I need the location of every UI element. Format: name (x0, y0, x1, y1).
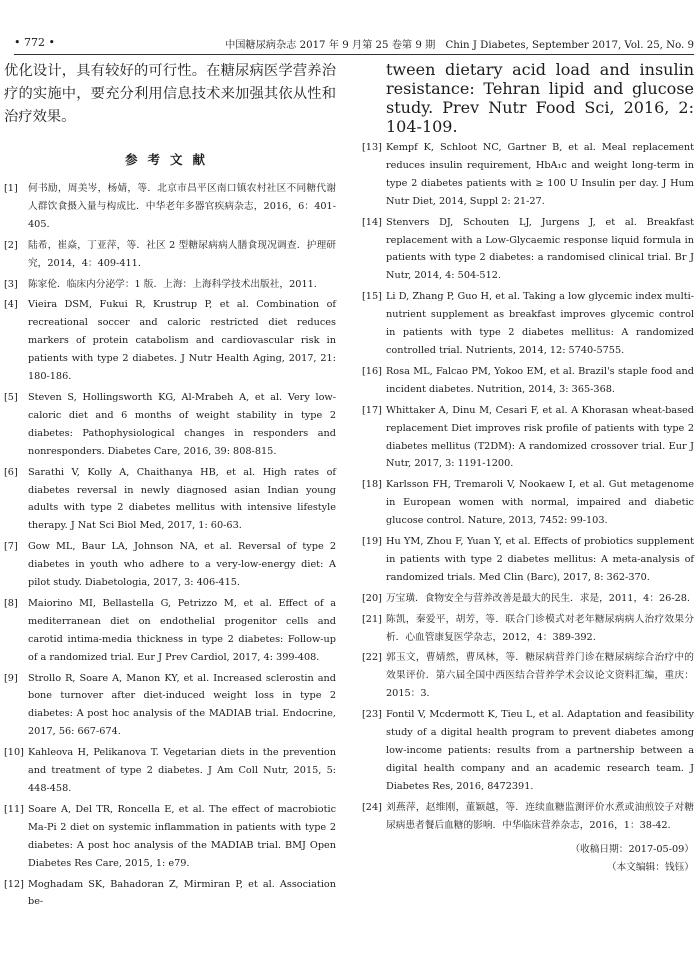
reference-item (4, 464, 336, 536)
reference-item (362, 611, 694, 647)
reference-item (4, 389, 336, 461)
reference-text: Kahleova H, Pelikanova T. Vegetarian diets in the prevention and treatment of type 2 diabetes. J Am Coll Nutr, 2015, 5: 448-458. (28, 747, 336, 794)
reference-text: Steven S, Hollingsworth KG, Al-Mrabeh A, et al. Very low-caloric diet and 6 months of weight stability in type 2 diabetes: Pathophysiological changes in responders and nonresponders. Diabetes Care, 2016, 39: 808-815. (28, 391, 336, 457)
reference-text: 何书励，周美岑，杨婧，等．北京市昌平区南口镇农村社区不同糖代谢人群饮食摄入量与构成比．中华老年多器官疾病杂志，2016，6：401-405. (28, 183, 336, 230)
reference-item (362, 649, 694, 703)
reference-item (362, 402, 694, 474)
reference-number: [12] (4, 878, 24, 890)
reference-text: Moghadam SK, Bahadoran Z, Mirmiran P, et al. Association be- (28, 878, 336, 908)
reference-text: Sarathi V, Kolly A, Chaithanya HB, et al. High rates of diabetes reversal in newly diagnosed asian Indian young adults with type 2 diabetes mellitus with intensive lifestyle therapy. J Nat Sci Biol Med, 2017, 1: 60-63. (28, 466, 336, 532)
left-column (4, 60, 336, 914)
reference-text: Maiorino MI, Bellastella G, Petrizzo M, et al. Effect of a mediterranean diet on endothelial progenitor cells and carotid intima-media thickness in type 2 diabetes: Follow-up of a randomized trial. Eur J Prev Cardiol, 2017, 4: 399-408. (28, 597, 336, 663)
reference-item (4, 276, 336, 294)
reference-item (362, 590, 694, 608)
reference-number: [1] (4, 183, 18, 194)
references-list-right (362, 139, 694, 835)
reference-text: 陆希，崔焱，丁亚萍，等．社区 2 型糖尿病病人膳食现况调查．护理研究，2014，4：409-411. (28, 239, 336, 269)
reference-item (362, 363, 694, 399)
reference-text: Soare A, Del TR, Roncella E, et al. The effect of macrobiotic Ma-Pi 2 diet on systemic inflammation in patients with type 2 diabetes: A post hoc analysis of the MADIAB trial. BMJ Open Diabetes Res Care, 2015, 1: e79. (28, 803, 336, 869)
reference-item (362, 476, 694, 530)
reference-number: [17] (362, 404, 382, 416)
reference-text: Rosa ML, Falcao PM, Yokoo EM, et al. Brazil's staple food and incident diabetes. Nutrition, 2014, 3: 365-368. (386, 365, 694, 395)
reference-text: Whittaker A, Dinu M, Cesari F, et al. A Khorasan wheat-based replacement Diet improves risk profile of patients with type 2 diabetes mellitus (T2DM): A randomized crossover trial. Eur J Nutr, 2017, 3: 1191-1200. (386, 404, 694, 470)
reference-number: [5] (4, 391, 18, 403)
reference-number: [9] (4, 672, 18, 684)
reference-item (362, 139, 694, 211)
editor-credit: （本文编辑：钱钰） (606, 861, 694, 873)
reference-text: 陈家伦．临床内分泌学：1 版．上海：上海科学技术出版社，2011. (28, 278, 317, 290)
reference-text: 万宝璜．食物安全与营养改善是最大的民生．求是，2011，4：26-28. (386, 592, 691, 604)
reference-text: Vieira DSM, Fukui R, Krustrup P, et al. Combination of recreational soccer and caloric restricted diet reduces markers of protein catabolism and cardiovascular risk in patients with type 2 diabetes. J Nutr Health Aging, 2017, 21: 180-186. (28, 299, 336, 383)
reference-item (4, 237, 336, 273)
page-number: • 772 • (14, 36, 55, 49)
reference-number: [19] (362, 536, 382, 548)
reference-item (4, 595, 336, 667)
reference-item (4, 801, 336, 873)
reference-number: [22] (362, 652, 382, 664)
reference-item (362, 288, 694, 360)
reference-number: [4] (4, 299, 18, 311)
reference-number: [13] (362, 142, 382, 153)
reference-item (362, 799, 694, 835)
intro-paragraph: 优化设计，具有较好的可行性。在糖尿病医学营养治疗的实施中，要充分利用信息技术来加强其依从性和治疗效果。 (4, 63, 336, 125)
reference-text: 郭玉文，曹婧然，曹凤林，等．糖尿病营养门诊在糖尿病综合治疗中的效果评价．第六届全国中西医结合营养学术会议论文资料汇编，重庆：2015：3. (386, 652, 694, 700)
reference-text: Kempf K, Schloot NC, Gartner B, et al. Meal replacement reduces insulin requirement, HbA₁c and weight long-term in type 2 diabetes patients with ≥ 100 U Insulin per day. J Hum Nutr Diet, 2014, Suppl 2: 21-27. (386, 142, 694, 207)
reference-number: [3] (4, 278, 18, 290)
reference-item (4, 670, 336, 742)
reference-number: [23] (362, 709, 382, 721)
reference-text: Strollo R, Soare A, Manon KY, et al. Increased sclerostin and bone turnover after diet-induced weight loss in type 2 diabetes: A post hoc analysis of the MADIAB trial. Endocrine, 2017, 56: 667-674. (28, 672, 336, 738)
reference-continuation: tween dietary acid load and insulin resistance: Tehran lipid and glucose study. Prev Nutr Food Sci, 2016, 2: 104-109. (386, 60, 694, 136)
reference-number: [15] (362, 291, 382, 303)
references-heading: 参考文献 (124, 152, 215, 167)
reference-number: [2] (4, 239, 18, 251)
header-rule (14, 54, 694, 55)
reference-text: Stenvers DJ, Schouten LJ, Jurgens J, et al. Breakfast replacement with a Low-Glycaemic response liquid formula in patients with type 2 diabetes: a randomised clinical trial. Br J Nutr, 2014, 4: 504-512. (386, 216, 694, 282)
right-column (362, 60, 694, 877)
reference-text: Gow ML, Baur LA, Johnson NA, et al. Reversal of type 2 diabetes in youth who adhere to a very-low-energy diet: A pilot study. Diabetologia, 2017, 3: 406-415. (28, 541, 336, 589)
reference-text: 刘燕萍，赵维刚，董颖越，等．连续血糖监测评价水煮或油煎饺子对糖尿病患者餐后血糖的影响．中华临床营养杂志，2016，1：38-42. (386, 801, 694, 831)
reference-item (4, 296, 336, 386)
reference-item (4, 876, 336, 912)
references-list-left (4, 180, 336, 911)
reference-number: [8] (4, 597, 18, 609)
reference-number: [11] (4, 803, 24, 815)
reference-text: Hu YM, Zhou F, Yuan Y, et al. Effects of probiotics supplement in patients with type 2 diabetes mellitus: A meta-analysis of randomized trials. Med Clin (Barc), 2017, 8: 362-370. (386, 536, 694, 583)
journal-running-head: 中国糖尿病杂志 2017 年 9 月第 25 卷第 9 期 Chin J Diabetes, September 2017, Vol. 25, No. 9 (225, 40, 694, 51)
reference-text: Karlsson FH, Tremaroli V, Nookaew I, et al. Gut metagenome in European women with normal, impaired and diabetic glucose control. Nature, 2013, 7452: 99-103. (386, 479, 694, 527)
reference-number: [24] (362, 801, 382, 813)
reference-item (4, 744, 336, 798)
reference-number: [7] (4, 541, 18, 553)
reference-number: [16] (362, 365, 382, 377)
reference-number: [6] (4, 466, 18, 478)
reference-item (362, 706, 694, 796)
reference-item (4, 180, 336, 234)
reference-number: [10] (4, 747, 24, 759)
received-date: （收稿日期：2017-05-09） (570, 843, 694, 855)
reference-number: [21] (362, 613, 382, 625)
reference-text: Li D, Zhang P, Guo H, et al. Taking a low glycemic index multi-nutrient supplement as breakfast improves glycemic control in patients with type 2 diabetes mellitus: A randomized controlled trial. Nutrients, 2014, 12: 5740-5755. (386, 291, 694, 356)
reference-number: [14] (362, 216, 382, 228)
page-header (14, 30, 694, 52)
reference-item (362, 214, 694, 286)
reference-item (4, 538, 336, 592)
reference-item (362, 533, 694, 587)
reference-number: [18] (362, 479, 382, 491)
reference-number: [20] (362, 592, 382, 604)
reference-text: Fontil V, Mcdermott K, Tieu L, et al. Adaptation and feasibility study of a digital health program to prevent diabetes among low-income patients: results from a partnership between a digital health company and an academic research team. J Diabetes Res, 2016, 8472391. (386, 709, 694, 792)
reference-text: 陈凯，秦爱平，胡芳，等．联合门诊模式对老年糖尿病病人治疗效果分析．心血管康复医学杂志，2012，4：389-392. (386, 613, 694, 643)
